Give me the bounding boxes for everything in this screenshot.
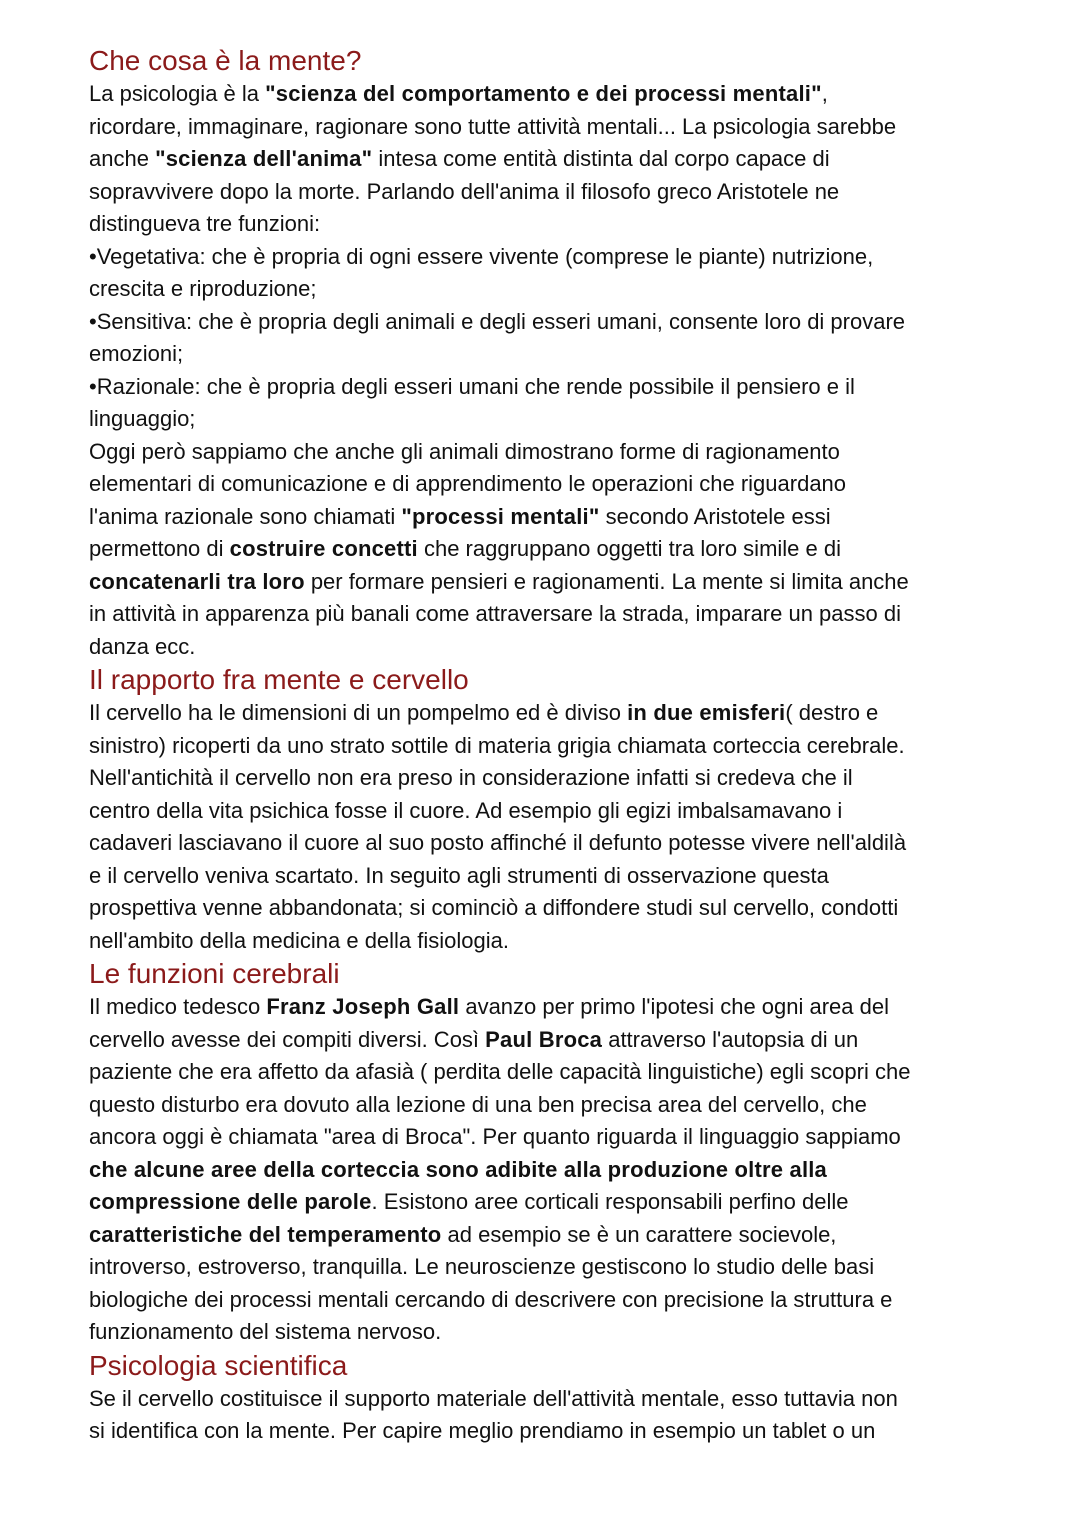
text-line bbox=[89, 371, 1011, 404]
text-run: introverso, estroverso, tranquilla. Le neuroscienze gestiscono lo studio delle basi bbox=[89, 1254, 875, 1279]
text-run: sinistro) ricoperti da uno strato sottile di materia grigia chiamata corteccia cerebrale. bbox=[89, 732, 905, 758]
text-line bbox=[89, 501, 1011, 534]
text-run: La psicologia è la bbox=[89, 81, 266, 106]
text-run: anche bbox=[89, 146, 156, 171]
document-page bbox=[89, 44, 1011, 1448]
text-run: intesa come entità distinta dal corpo capace di bbox=[372, 146, 830, 171]
text-line bbox=[89, 1089, 1011, 1122]
text-run: elementari di comunicazione e di apprendimento le operazioni che riguardano bbox=[89, 471, 847, 496]
text-line bbox=[89, 533, 1011, 566]
text-line bbox=[89, 1121, 1011, 1154]
text-line bbox=[89, 1056, 1011, 1089]
bold-text: compressione delle parole bbox=[89, 1189, 372, 1214]
text-run: e il cervello veniva scartato. In seguito agli strumenti di osservazione questa bbox=[89, 862, 829, 888]
text-run: danza ecc. bbox=[89, 633, 196, 659]
text-line bbox=[89, 273, 1011, 306]
text-line bbox=[89, 762, 1011, 795]
text-run: prospettiva venne abbandonata; si cominciò a diffondere studi sul cervello, condotti bbox=[89, 895, 899, 920]
bold-text: Paul Broca bbox=[485, 1026, 603, 1052]
text-run: nell'ambito della medicina e della fisiologia. bbox=[89, 927, 509, 953]
text-run: linguaggio; bbox=[89, 406, 196, 431]
text-line bbox=[89, 1251, 1011, 1284]
text-line bbox=[89, 566, 1011, 599]
text-run: centro della vita psichica fosse il cuore. Ad esempio gli egizi imbalsamavano i bbox=[89, 797, 843, 823]
text-run: biologiche dei processi mentali cercando di descrivere con precisione la struttura e bbox=[89, 1286, 893, 1312]
text-run: crescita e riproduzione; bbox=[89, 276, 317, 301]
text-run: permettono di bbox=[89, 536, 230, 561]
bold-text: costruire concetti bbox=[229, 536, 418, 561]
text-run: •Vegetativa: che è propria di ogni essere vivente (comprese le piante) nutrizione, bbox=[89, 243, 874, 269]
text-line bbox=[89, 1415, 1011, 1448]
text-run: l'anima razionale sono chiamati bbox=[89, 503, 402, 529]
text-line bbox=[89, 827, 1011, 860]
text-run: avanzo per primo l'ipotesi che ogni area del bbox=[459, 994, 890, 1019]
text-run: Se il cervello costituisce il supporto materiale dell'attività mentale, esso tuttavia non bbox=[89, 1385, 898, 1411]
text-run: Il cervello ha le dimensioni di un pompelmo ed è diviso bbox=[89, 700, 628, 725]
text-line bbox=[89, 1024, 1011, 1057]
text-run: Oggi però sappiamo che anche gli animali dimostrano forme di ragionamento bbox=[89, 438, 840, 464]
text-run: sopravvivere dopo la morte. Parlando dell'anima il filosofo greco Aristotele ne bbox=[89, 178, 840, 204]
text-run: Il medico tedesco bbox=[89, 994, 267, 1019]
text-run: secondo Aristotele essi bbox=[599, 503, 831, 529]
text-run: •Sensitiva: che è propria degli animali e degli esseri umani, consente loro di provare bbox=[89, 308, 906, 334]
text-line bbox=[89, 143, 1011, 176]
text-line bbox=[89, 795, 1011, 828]
text-line bbox=[89, 111, 1011, 144]
text-line bbox=[89, 991, 1011, 1024]
text-line bbox=[89, 631, 1011, 664]
section-heading: Che cosa è la mente? bbox=[89, 45, 362, 76]
text-run: , bbox=[821, 81, 828, 106]
text-line bbox=[89, 78, 1011, 111]
text-line bbox=[89, 697, 1011, 730]
section-paragraph bbox=[89, 991, 1011, 1349]
text-line bbox=[89, 860, 1011, 893]
text-run: questo disturbo era dovuto alla lezione di una ben precisa area del cervello, che bbox=[89, 1091, 867, 1117]
text-run: cadaveri lasciavano il cuore al suo posto affinché il defunto potesse vivere nell'aldilà bbox=[89, 830, 907, 855]
text-run: ricordare, immaginare, ragionare sono tutte attività mentali... La psicologia sarebbe bbox=[89, 113, 897, 139]
text-run: che raggruppano oggetti tra loro simile e di bbox=[417, 536, 841, 561]
text-run: ad esempio se è un carattere socievole, bbox=[441, 1221, 837, 1247]
text-line bbox=[89, 1154, 1011, 1187]
section-heading: Il rapporto fra mente e cervello bbox=[89, 664, 469, 695]
text-run: •Razionale: che è propria degli esseri umani che rende possibile il pensiero e il bbox=[89, 373, 855, 399]
text-run: Nell'antichità il cervello non era preso in considerazione infatti si credeva che il bbox=[89, 765, 853, 790]
text-run: emozioni; bbox=[89, 341, 184, 366]
section-heading: Le funzioni cerebrali bbox=[89, 958, 340, 989]
text-run: si identifica con la mente. Per capire meglio prendiamo in esempio un tablet o un bbox=[89, 1418, 876, 1443]
text-line bbox=[89, 892, 1011, 925]
section-heading: Psicologia scientifica bbox=[89, 1349, 348, 1381]
bold-text: concatenarli tra loro bbox=[89, 568, 305, 594]
bold-text: "scienza dell'anima" bbox=[155, 146, 373, 171]
text-run: . Esistono aree corticali responsabili perfino delle bbox=[371, 1189, 849, 1214]
text-line bbox=[89, 468, 1011, 501]
bold-text: che alcune aree della corteccia sono adibite alla produzione oltre alla bbox=[89, 1156, 827, 1182]
text-line bbox=[89, 403, 1011, 436]
bold-text: caratteristiche del temperamento bbox=[89, 1221, 442, 1247]
text-line bbox=[89, 436, 1011, 469]
section-paragraph bbox=[89, 697, 1011, 957]
text-line bbox=[89, 306, 1011, 339]
text-line bbox=[89, 338, 1011, 371]
text-run: ancora oggi è chiamata "area di Broca". Per quanto riguarda il linguaggio sappiamo bbox=[89, 1124, 901, 1149]
text-line bbox=[89, 208, 1011, 241]
text-line bbox=[89, 598, 1011, 631]
text-line bbox=[89, 1186, 1011, 1219]
text-line bbox=[89, 176, 1011, 209]
text-line bbox=[89, 1219, 1011, 1252]
text-line bbox=[89, 1383, 1011, 1416]
section-paragraph bbox=[89, 1383, 1011, 1448]
text-run: per formare pensieri e ragionamenti. La mente si limita anche bbox=[304, 568, 909, 594]
text-line bbox=[89, 730, 1011, 763]
bold-text: in due emisferi bbox=[627, 700, 786, 725]
section-paragraph bbox=[89, 78, 1011, 663]
text-line bbox=[89, 1316, 1011, 1349]
bold-text: "processi mentali" bbox=[401, 503, 600, 529]
text-line bbox=[89, 241, 1011, 274]
text-run: in attività in apparenza più banali come attraversare la strada, imparare un passo di bbox=[89, 601, 902, 626]
text-run: ( destro e bbox=[785, 700, 879, 725]
bold-text: "scienza del comportamento e dei processi mentali" bbox=[265, 81, 822, 106]
text-line bbox=[89, 1284, 1011, 1317]
text-line bbox=[89, 925, 1011, 958]
bold-text: Franz Joseph Gall bbox=[266, 994, 460, 1019]
text-run: cervello avesse dei compiti diversi. Così bbox=[89, 1026, 486, 1052]
text-run: attraverso l'autopsia di un bbox=[602, 1026, 859, 1052]
text-run: funzionamento del sistema nervoso. bbox=[89, 1319, 442, 1344]
text-run: distingueva tre funzioni: bbox=[89, 211, 321, 236]
text-run: paziente che era affetto da afasià ( perdita delle capacità linguistiche) egli scopri che bbox=[89, 1059, 911, 1084]
